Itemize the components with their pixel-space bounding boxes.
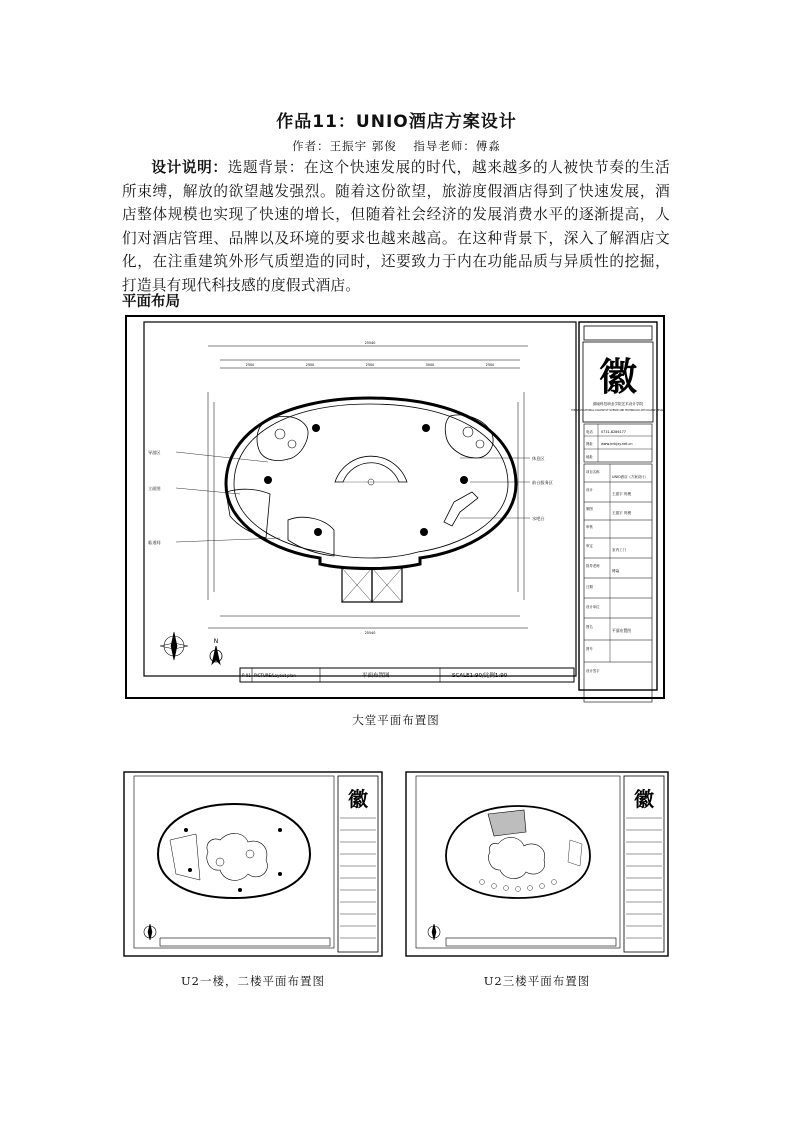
tb-sheet-label: 图名 [586, 625, 593, 629]
advisor-name: 指导老师：傅淼 [413, 139, 501, 153]
dim-total-bottom: 25540 [364, 631, 376, 635]
tb-addr-label: 地址 [586, 455, 593, 459]
north-label: N [213, 638, 219, 645]
tb-project: UNIO酒店《方案设计》 [612, 475, 648, 479]
tb-web-label: 网址 [586, 442, 593, 446]
author-names: 作者：王振宇 郭俊 [292, 139, 397, 153]
dim-3: 2500 [365, 363, 375, 367]
svg-text:徽: 徽 [348, 787, 368, 811]
dim-total-top: 25540 [364, 341, 376, 345]
tb-seal-label: 设计单位 [586, 605, 600, 609]
tb-draw: 王振宇 郭俊 [612, 511, 632, 515]
tb-date-label: 日期 [586, 585, 593, 589]
tb-phone: 0731-8286177 [601, 430, 626, 434]
tb-school: 湖南科技职业学院艺术设计学院 [592, 402, 644, 406]
tb-web: www.hnkjxy.net.cn [601, 442, 633, 446]
description-lead: 设计说明： [151, 159, 228, 176]
dim-1: 2500 [245, 363, 255, 367]
u2-first-second-floor-plan [120, 770, 386, 960]
tb-logo: 徽 [598, 355, 638, 399]
dim-4: 3000 [425, 363, 435, 367]
sheet-scale: SCALE1:90/比例1:90 [452, 673, 508, 679]
label-rest-area: 休息区 [532, 456, 545, 461]
label-side-room: 临道间 [148, 540, 161, 545]
tb-draw-label: 制图 [586, 507, 593, 511]
dim-5: 2500 [485, 363, 495, 367]
author-line [0, 138, 793, 154]
tb-review-value: 室内工门 [612, 548, 627, 552]
caption-u2-third: U2三楼平面布置图 [483, 974, 591, 988]
tb-review-label: 审定 [586, 544, 593, 548]
sheet-name: 平面布置图 [362, 673, 390, 679]
caption-u2-first-second: U2一楼，二楼平面布置图 [180, 974, 325, 988]
label-water-bar: 水吧台 [532, 516, 545, 521]
sheet-type: PICTURE/Layout plan [254, 673, 296, 678]
lobby-floor-plan [120, 312, 672, 710]
dim-2: 2500 [305, 363, 315, 367]
section-title: 平面布局 [122, 294, 180, 310]
label-elevation: 立面图 [148, 486, 161, 491]
tb-sign-label: 设计签字 [586, 669, 600, 673]
svg-text:徽: 徽 [634, 787, 654, 811]
label-reception: 前台服务区 [532, 480, 553, 485]
tb-check-label: 审核 [586, 525, 593, 529]
tb-advisor-label: 指导老师 [586, 564, 600, 568]
tb-advisor-value: 傅淼 [612, 569, 620, 573]
tb-school-en: HUNAN VOCATIONAL COLLEGE OF SCIENCE AND TECHNOLOGY ART COLLEGE DESIGN [571, 409, 665, 412]
tb-phone-label: 电话 [586, 430, 593, 434]
tb-design-label: 设计 [586, 488, 593, 492]
tb-design: 王振宇 郭俊 [612, 492, 632, 496]
description-text: 选题背景：在这个快速发展的时代，越来越多的人被快节奏的生活所束缚，解放的欲望越发强烈。随着这份欲望，旅游度假酒店得到了快速发展，酒店整体规模也实现了快速的增长，但随着社会经济的发展消费水平的逐渐提高，人们对酒店管理、品牌以及环境的要求也越来越高。在这种背景下，深入了解酒店文化，在注重建筑外形气质塑造的同时，还要致力于内在功能品质与异质性的挖掘，打造具有现代科技感的度假式酒店。 [122, 159, 670, 294]
tb-num-label: 图号 [586, 647, 593, 651]
tb-sheet-value: 平面布置图 [612, 628, 631, 633]
u2-third-floor-plan [402, 770, 672, 960]
page-title: 作品11：UNIO酒店方案设计 [276, 112, 517, 132]
design-description [122, 156, 670, 297]
caption-lobby: 大堂平面布置图 [352, 713, 440, 727]
label-guide-area: 导游区 [148, 450, 161, 455]
tb-project-label: 项目名称 [586, 470, 600, 474]
sheet-code: P-01 [242, 673, 251, 678]
